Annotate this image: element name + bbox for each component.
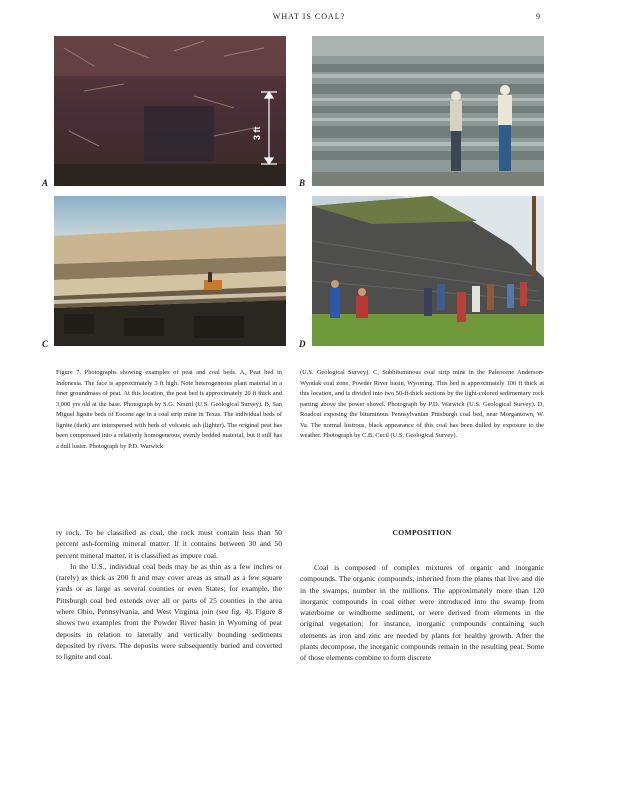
photo-d-roadcut bbox=[312, 196, 544, 346]
body-paragraph: Coal is composed of complex mixtures of organic and inorganic compounds. The organic compounds, inherited from the plants that live and die in the swamps, number in the millions. The approximately more than 120 inorganic compounds in coal either were introduced into the swamp from waterborne or windborne sediment, or were derived from elements in the original vegetation; for instance, inorganic compounds containing such elements as iron and zinc are needed by plants for healthy growth. After the plants decompose, the inorganic compounds remain in the resulting peat. Some of those elements combine to form discrete bbox=[300, 563, 544, 663]
page-number: 9 bbox=[536, 12, 540, 21]
scale-bar-label: 3 ft bbox=[252, 126, 262, 140]
panel-label-b: B bbox=[299, 178, 306, 188]
caption-text-right: (U.S. Geological Survey). C, Subbituminous coal strip mine in the Paleocene Anderson-Wyodak coal zone, Powder River basin, Wyoming. This bed is approximately 100 ft thick at this location, and is divided into two 50-ft-thick sections by the light-colored sedimentary rock parting above the power shovel. Photograph by P.D. Warwick (U.S. Geological Survey). D, Roadcut exposing the bituminous Pennsylvanian Pittsburgh coal bed, near Morgantown, W. Va. The normal lustrous, black appearance of this coal has been dulled by exposure to the weather. Photograph by C.B. Cecil (U.S. Geological Survey). bbox=[300, 369, 544, 439]
photo-c-strip-mine bbox=[54, 196, 286, 346]
section-heading-composition: COMPOSITION bbox=[392, 528, 452, 537]
body-column-right bbox=[300, 562, 544, 664]
body-column-left bbox=[56, 527, 282, 663]
running-title: WHAT IS COAL? bbox=[272, 12, 346, 21]
panel-label-d: D bbox=[299, 339, 306, 349]
caption-text-left: Figure 7. Photographs showing examples of peat and coal beds. A, Peat bed in Indonesia. The face is approximately 3 ft high. Note heterogeneous plant material in a finer groundmass of peat. At this location, the peat bed is approximately 20 ft thick and 3,000 yrs old at the base. Photograph by S.G. Neuzil (U.S. Geological Survey). B, San Miguel lignite beds of Eocene age in a coal strip mine in Texas. The individual beds of lignite (dark) are interspersed with beds of volcanic ash (lighter). The original peat has been compressed into a relatively homogeneous, evenly bedded material, but it still has a dull luster. Photograph by P.D. Warwick bbox=[56, 369, 282, 450]
photo-a-peat-bed bbox=[54, 36, 286, 186]
panel-label-c: C bbox=[42, 339, 49, 349]
photo-b-lignite-beds bbox=[312, 36, 544, 186]
figure-caption-left bbox=[56, 368, 282, 452]
body-paragraph: In the U.S., individual coal beds may be as thin as a few inches or (rarely) as thick as 200 ft and may cover areas as small as a few square yards or as large as several counties or even States; for example, the Pittsburgh coal bed extends over all or parts of 25 counties in the area where Ohio, Pennsylvania, and West Virginia join (see fig. 4). Figure 8 shows two examples from the Powder River basin in Wyoming of peat deposits in relation to laterally and vertically bounding sediments deposited by rivers. The deposits were subsequently buried and coverted to lignite and coal. bbox=[56, 561, 282, 662]
panel-label-a: A bbox=[42, 178, 49, 188]
figure-caption-right bbox=[300, 368, 544, 442]
body-paragraph: ry rock. To be classified as coal, the rock must contain less than 50 percent ash-forming mineral matter. If it contains between 30 and 50 percent mineral matter, it is classified as impure coal. bbox=[56, 528, 282, 560]
